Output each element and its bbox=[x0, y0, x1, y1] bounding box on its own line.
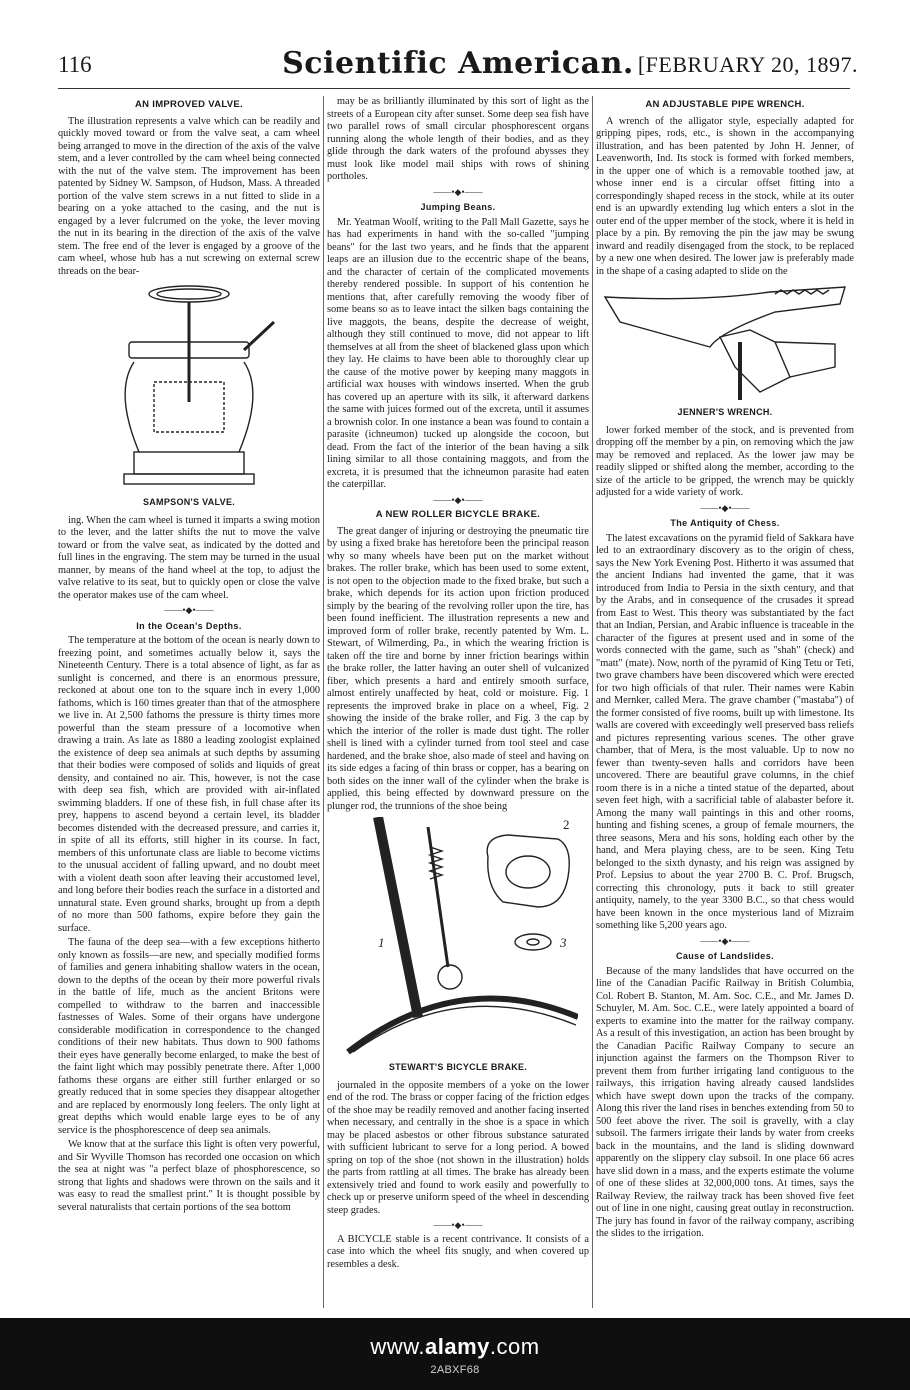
figure-caption: STEWART'S BICYCLE BRAKE. bbox=[388, 1062, 528, 1072]
watermark-url bbox=[0, 1334, 910, 1360]
paragraph: ing. When the cam wheel is turned it imparts a swing motion to the lever, and the latter shifts the nut to move the valve toward or from the valve seat, as indicated by the dotted and full lines in the engraving. The stem may be turned in the usual manner, by means of the hand wheel at the top, to adjust the valve relative to its seat, but to quickly open or close the valve the operator makes use of the cam wheel. bbox=[58, 514, 320, 601]
brake-roller bbox=[438, 965, 462, 989]
section-heading: In the Ocean's Depths. bbox=[136, 620, 242, 631]
paragraph: The great danger of injuring or destroying the pneumatic tire by using a fixed brake has heretofore been the principal reason why so many wheels have been put on the market without brakes. The roller brake, which has been used to some extent, is not open to the objection made to the fixed brake, but such a brake, which depends for its action upon friction produced simply by the bearing of the revolving roller upon the tire, has been found inefficient. The illustration represents a new and improved form of roller brake, recently patented by Wm. L. Stewart, of Wilmerding, Pa., in which the wearing friction is taken off the tire and borne by inner friction bearings within the brake roller, the latter having an outer shell of vulcanized fiber, which presents a hard and entirely smooth surface, almost entirely unaffected by heat, cold or moisture. Fig. 1 represents the improved brake in place on a wheel, Fig. 2 showing the inside of the brake roller, and Fig. 3 the cap by which the interior of the roller is made dust tight. The roller shell is lined with a cylinder turned from tool steel and case hardened, and the brake shoe, also made of steel and having on its side edges a facing of thin brass or copper, has a bearing on both sides on the inner wall of the cylinder when the brake is applied, this being effected by downward pressure on the plunger rod, the trunnions of the shoe being bbox=[327, 525, 589, 812]
wrench-illustration bbox=[600, 282, 850, 402]
masthead: Scientific American. bbox=[282, 46, 634, 81]
article-title: AN IMPROVED VALVE. bbox=[135, 99, 243, 110]
toothed-jaw bbox=[775, 290, 829, 294]
ornament-divider: ——•◆•—— bbox=[164, 605, 214, 615]
wheel-tire bbox=[348, 998, 578, 1052]
section-heading: The Antiquity of Chess. bbox=[670, 518, 780, 528]
paragraph: lower forked member of the stock, and is prevented from dropping off the member by a pin, on removing which the jaw may be removed and replaced. As the lower jaw may be readily slipped or shifted along the member, according to the size of the article to be gripped, the wrench may be quickly adjusted for a wide variety of work. bbox=[596, 424, 854, 498]
lower-jaw-casing bbox=[720, 330, 790, 392]
page-number: 116 bbox=[58, 52, 92, 77]
paragraph: A wrench of the alligator style, especially adapted for gripping pipes, rods, etc., is shown in the accompanying illustration, and has been patented by John H. Jenner, of Leavenworth, Ind. Its stock is formed with forked members, in the upper one of which is a removable toothed jaw, at whose inner end is a circular offset fitting into a correspondingly shaped recess in the stock, while at its outer end is an upwardly extending lug which enters a slot in the outer end of the upper member of the stock, where it is held in place by a pin. By removing the pin the jaw may be swung inward and readily disengaged from the stock, to be replaced by a new one when desired. The lower jaw is preferably made in the shape of a casing adapted to slide on the bbox=[596, 115, 854, 277]
ornament-divider: ——•◆•—— bbox=[433, 494, 483, 505]
fig-label-3: 3 bbox=[560, 935, 567, 950]
fork-tube bbox=[378, 817, 418, 1017]
paragraph: Because of the many landslides that have occurred on the line of the Canadian Pacific Railway in British Columbia, Col. Robert B. Stanton, M. Am. Soc. C.E., and Mr. James D. Schuyler, M. Am. Soc. C.E., were lately appointed a board of experts to examine into the matter for the railway company. As a result of this investigation, an action has been brought by the Canadian Pacific Railway Company to secure an injunction against the farmers on the Thompson River to prevent them from further irrigating land contiguous to the railways, this irrigation having already caused landslides which have swept down upon the tracks of the company. Along this river the land rises in benches extending from 50 to 500 feet above the river. The soil is gravelly, with a clay subsoil. The farmers irrigate their lands by water from creeks back in the mountains, and the land is sliding downward apparently on the slippery clay subsoil. In one place 66 acres have slid down in a mass, and the experts estimate the volume of one of these slides at 32,000,000 tons. At times, says the Railway Review, the railway track has been shoved five feet out of line in one night, causing great outlay in reconstruction. The jury has found in favor of the railway company, ascribing the slides to the irrigation. bbox=[596, 965, 854, 1239]
paragraph: The temperature at the bottom of the ocean is nearly down to freezing point, and sometimes actually below it, says the Nineteenth Century. There is a total absence of light, as far as sunlight is concerned, and there is an enormous pressure, reckoned at about one ton to the square inch in every 1,000 fathoms, which is 160 times greater than that of the atmosphere we live in. At 2,500 fathoms the pressure is thirty times more powerful than the steam pressure of a locomotive when drawing a train. As late as 1880 a leading zoologist explained the existence of deep sea animals at such depths by assuming that their bodies were composed of solids and liquids of great density, and contained no air. This, however, is not the case with deep sea fish, which are provided with air-inflated swimming bladders. If one of these fish, in full chase after its prey, happens to ascend beyond a certain level, its bladder becomes distended with the decreased pressure, and carries it, in spite of all its efforts, still higher in its course. In fact, members of this unfortunate class are liable to become victims to the unusual accident of falling upward, and no doubt meet with a violent death soon after leaving their accustomed level, and long before their bodies reach the surface in a distorted and unnatural state. Even ground sharks, brought up from a depth of no more than 500 fathoms, expire before they gain the surface. bbox=[58, 635, 320, 934]
paragraph: The latest excavations on the pyramid field of Sakkara have led to an extraordinary discovery as to the origin of chess, says the New York Evening Post. Hitherto it was assumed that the ancient Indians had invented the game, that it was introduced from India to Persia in the sixth century, and that by the Arabs, and in consequence of the crusades it spread from East to West. This theory was substantiated by the fact that an Indian, Persian, and Arabic influence is traceable in the character of the figures at present used and in some of the words connected with the game, such as "shah" (check) and "matt" (mate). Now, north of the pyramid of King Tetu or Teti, two grave chambers have been discovered which were erected for two high officials of that ruler. Their names were Kabin and Mernker, called Mera. The grave chamber ("mastaba") of the former consisted of five rooms, built up with limestone. Its walls are covered with exceedingly well preserved bass reliefs and pictures representing various scenes. The other grave chamber, that of Mera, is the most valuable. Up to now no fewer than twenty-seven halls and corridors have been uncovered. There are beautiful grave columns, in the chief room there is in a niche a tinted statue of the departed, about seven feet high, with a sacrificial table of alabaster before it. Among the many wall paintings in this and other rooms, hunting and fishing scenes, a group of female mourners, the three seasons, Mera and his sons, holding each other by the hand, and Mera playing chess, are to be seen. King Tetu belonged to the sixth dynasty, and his reign was assigned by Prof. Lepsius to about the year 2700 B. C. Prof. Brugsch, correcting this chronology, puts it back to still greater antiquity, namely, to the year 3300 B.C., so that chess would have been known in the once mysterious land of Mizraim something like 5,200 years ago. bbox=[596, 532, 854, 931]
fig-label-1: 1 bbox=[378, 935, 385, 950]
column-1 bbox=[58, 96, 320, 1311]
dust-cap bbox=[515, 934, 551, 950]
paragraph: We know that at the surface this light is often very powerful, and Sir Wyville Thomson has recorded one occasion on which the sea at night was "a perfect blaze of phosphorescence, so strong that lights and shadows were thrown on the sails and it was easy to read the smallest print." It is thought possible by several naturalists that certain portions of the sea bottom bbox=[58, 1139, 320, 1213]
issue-date: [FEBRUARY 20, 1897. bbox=[637, 52, 858, 77]
ornament-divider: ——•◆•—— bbox=[433, 186, 483, 197]
watermark-prefix: www. bbox=[370, 1334, 425, 1359]
ornament-divider: ——•◆•—— bbox=[433, 1220, 483, 1230]
figure-caption: SAMPSON'S VALVE. bbox=[142, 497, 236, 507]
paragraph: A BICYCLE stable is a recent contrivance. It consists of a case into which the wheel fits snugly, and when covered up resembles a desk. bbox=[327, 1233, 589, 1270]
article-title: AN ADJUSTABLE PIPE WRENCH. bbox=[645, 99, 805, 110]
valve-illustration bbox=[94, 282, 284, 492]
page-header bbox=[58, 46, 858, 92]
bicycle-brake-illustration bbox=[338, 817, 578, 1057]
article-title: A NEW ROLLER BICYCLE BRAKE. bbox=[375, 509, 541, 520]
paragraph: The fauna of the deep sea—with a few exceptions hitherto only known as fossils—are new, and specially modified forms of families and genera inhabiting shallow waters in the ocean, down to the depths of the ocean by their more powerful rivals in the battle of life, much as the ancient Britons were compelled to withdraw to the barren and inaccessible fastnesses of Wales. Some of their organs have undergone considerable modification in correspondence to the changed conditions of their new habitats. Thus down to 900 fathoms their eyes have generally become enlarged, to make the best of the faint light which may possibly penetrate there. After 1,000 fathoms these organs are either still further enlarged or so greatly reduced that in some species they disappear altogether and are replaced by enormously long feelers. The only light at great depths which would enable large eyes to be of any service is the phosphorescence of deep sea animals. bbox=[58, 937, 320, 1136]
section-heading: Cause of Landslides. bbox=[675, 951, 775, 961]
casing bbox=[134, 452, 244, 474]
image-id: 2ABXF68 bbox=[430, 1364, 480, 1376]
roller-interior bbox=[487, 835, 569, 907]
ornament-divider: ——•◆•—— bbox=[700, 935, 750, 946]
column-3 bbox=[596, 96, 854, 1311]
watermark-brand: alamy bbox=[424, 1334, 490, 1359]
lever bbox=[244, 322, 274, 350]
paragraph: The illustration represents a valve which can be readily and quickly moved toward or from the valve seat, a cam wheel being arranged to move in the direction of the axis of the valve stem, and a lever controlled by the cam wheel being connected with the nut of the valve stem. The improvement has been patented by Sidney W. Sampson, of Hudson, Mass. A threaded portion of the valve stem screws in a nut fitted to slide in a bearing on a yoke attached to the casing, and the nut is engaged by a lever fulcrumed on the yoke, the lever moving the nut in its bearing in the direction of the axis of the valve stem. The free end of the lever is engaged by a groove of the cam wheel, whose hub has a nut screwing on external screw threads on the bear- bbox=[58, 115, 320, 277]
column-2 bbox=[327, 96, 589, 1311]
paragraph: may be as brilliantly illuminated by this sort of light as the streets of a European city after sunset. Some deep sea fish have two parallel rows of small circular phosphorescent organs running along the whole length of their bodies, and as they glide through the dark waters of the profound abysses they must look like model mail ships with rows of shining portholes. bbox=[327, 96, 589, 182]
section-heading: Jumping Beans. bbox=[420, 202, 496, 212]
fig-label-2: 2 bbox=[563, 817, 570, 832]
paragraph: Mr. Yeatman Woolf, writing to the Pall Mall Gazette, says he has had experiments in hand with the so-called "jumping beans" for the last two years, and he finds that the apparent leaps are an illusion due to the eccentric shape of the beans, and the character of certain of the complicated movements thereby rendered possible. In support of his contention he mentions that, after carefully removing the woody fiber of some beans so as to leave intact the silken bags containing the live maggots, the beans, despite the decrease of weight, although they still continued to move, did not appear to lift themselves at all from the sheet of blackened glass upon which they lay. He claims to have been able to thoroughly clear up the cause of the motive power by keeping many maggots in artificial wax houses with windows inserted. When the grub has covered up an aperture with its silk, it afterward darkens the same with juices formed out of the excreta, until it assumes a brownish color. In one instance a bean was found to contain a parasite (ichneumon) tucked up alongside the cocoon, but dead. From the fact of the interior of the bean having a silk lining similar to all those containing maggots, and from the excreta, it is presumed that the ichneumon parasite had eaten the caterpillar. bbox=[327, 216, 589, 490]
column-rule bbox=[323, 96, 324, 1308]
figure-caption: JENNER'S WRENCH. bbox=[677, 407, 773, 417]
column-rule bbox=[592, 96, 593, 1308]
paragraph: journaled in the opposite members of a yoke on the lower end of the rod. The brass or copper facing of the friction edges of the shoe may be readily removed and another facing inserted when necessary, and centrally in the shoe is a space in which may be placed asbestos or other fibrous substance saturated with sufficient lubricant to serve for a long period. A bowed spring on top of the shoe (not shown in the illustration) holds the parts from rattling at all times. The brake has already been extensively tried and found to work easily and powerfully to check up or preserve uniform speed of the wheel in descending steep grades. bbox=[327, 1079, 589, 1216]
header-rule bbox=[58, 88, 850, 89]
watermark-suffix: .com bbox=[489, 1334, 540, 1359]
ornament-divider: ——•◆•—— bbox=[700, 502, 750, 513]
wrench-stock bbox=[605, 287, 845, 347]
